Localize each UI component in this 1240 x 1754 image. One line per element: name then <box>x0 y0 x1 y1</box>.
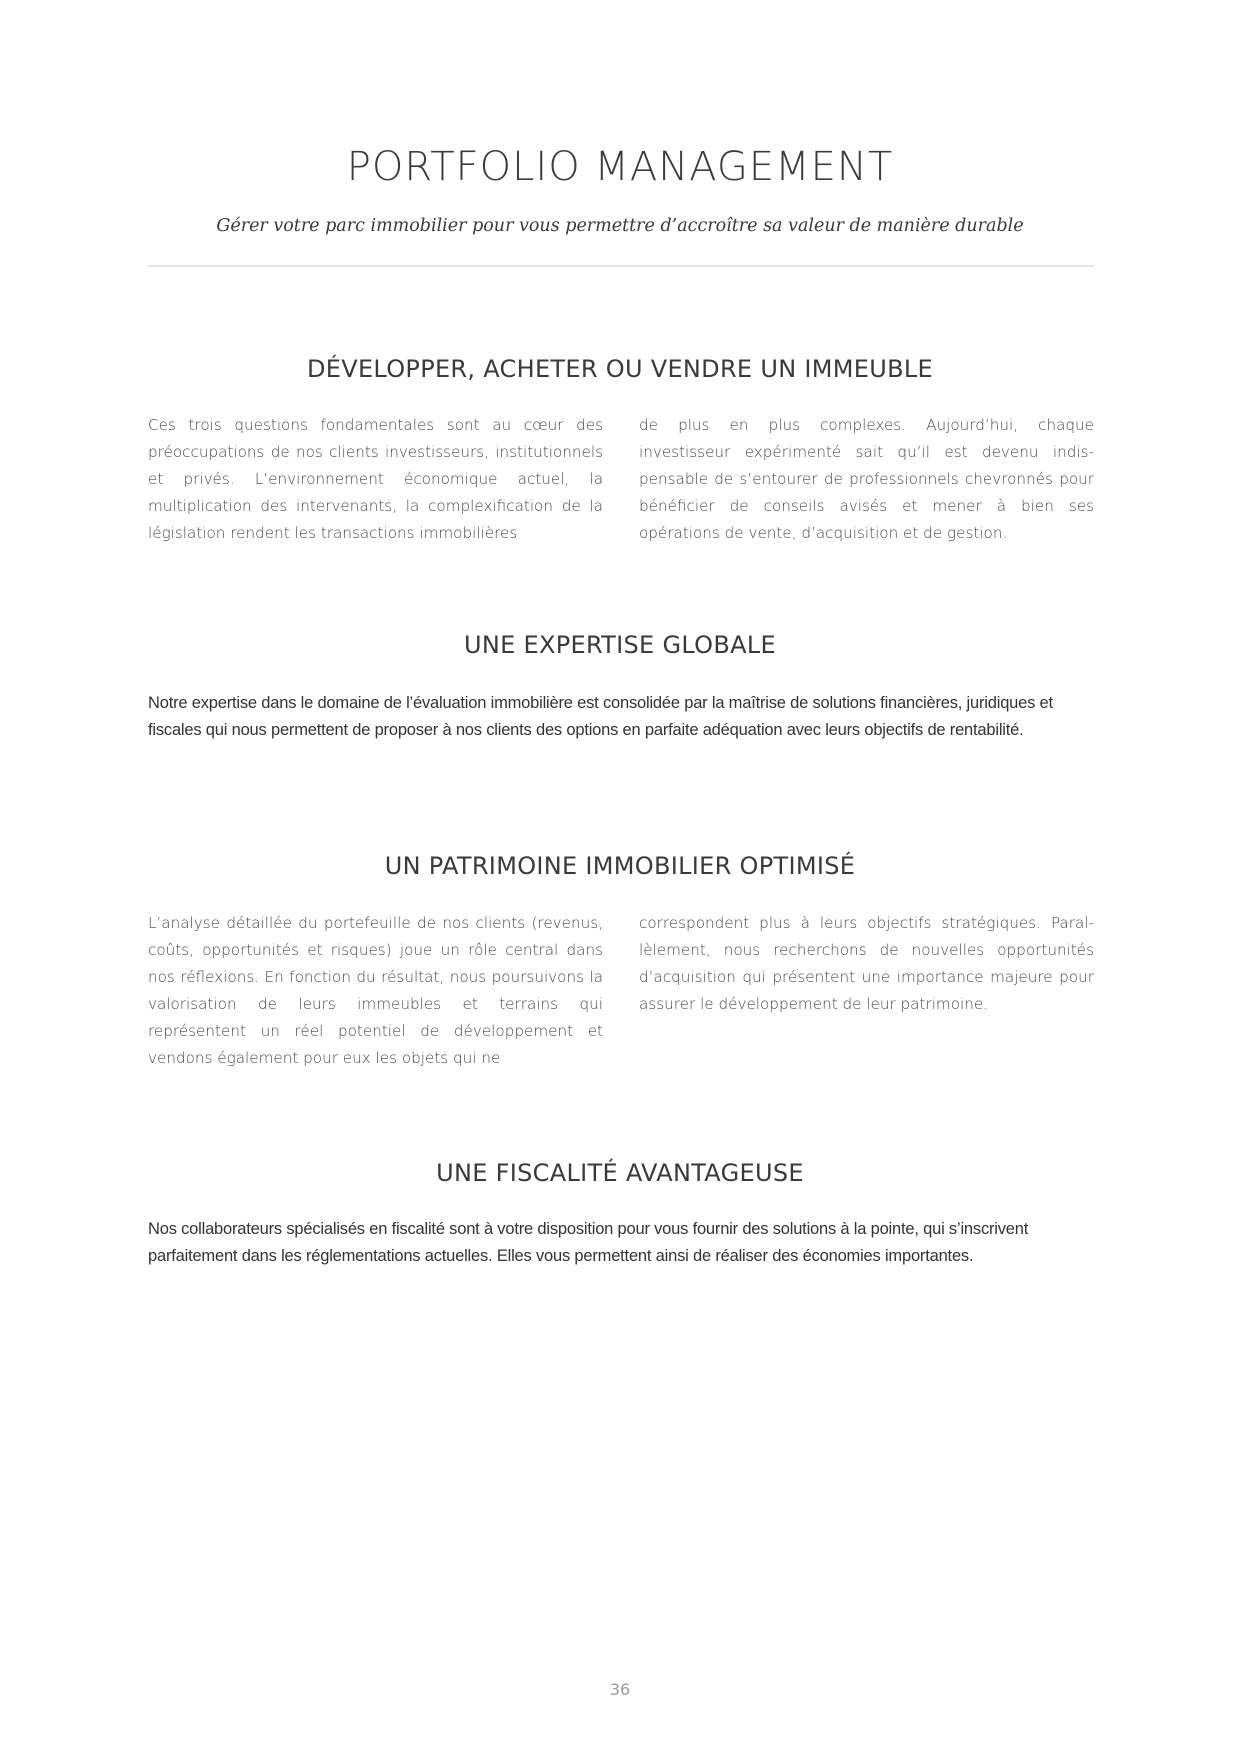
section-text-left: Ces trois questions fondamentales sont au cœur des préoccupations de nos clients investisseurs, institutionnels et privés. L’environnement économique actuel, la multiplication des intervenants, la complexification de la législation rendent les transactions immobilières <box>148 416 603 542</box>
section-text-right: correspondent plus à leurs objectifs stratégiques. Parallèlement, nous recherchons de nouvelles opportunités d’acquisition qui présentent une importance majeure pour assurer le développement de leur patrimoine. <box>639 914 1094 1013</box>
section-text-left: L’analyse détaillée du portefeuille de nos clients (revenus, coûts, opportunités et risques) joue un rôle central dans nos réflexions. En fonction du résultat, nous poursuivons la valorisation de leurs immeubles et terrains qui représentent un réel potentiel de développement et vendons également pour eux les objets qui ne <box>148 914 603 1067</box>
section-heading: UNE EXPERTISE GLOBALE <box>464 631 776 659</box>
page-subtitle: Gérer votre parc immobilier pour vous permettre d’accroître sa valeur de manière durable <box>216 216 1024 236</box>
section-text: Notre expertise dans le domaine de l’évaluation immobilière est consolidée par la maîtrise de solutions financières, juridiques et fiscales qui nous permettent de proposer à nos clients des options en parfaite adéquation avec leurs objectifs de rentabilité. <box>148 694 1053 739</box>
section-text-right: de plus en plus complexes. Aujourd’hui, chaque investisseur expérimenté sait qu’il est devenu indispensable de s’entourer de professionnels chevronnés pour bénéficier de conseils avisés et mener à bien ses opérations de vente, d’acquisition et de gestion. <box>639 416 1094 542</box>
divider <box>148 265 1094 267</box>
section-heading: UNE FISCALITÉ AVANTAGEUSE <box>436 1159 804 1187</box>
section-heading: DÉVELOPPER, ACHETER OU VENDRE UN IMMEUBLE <box>306 355 933 383</box>
section-text: Nos collaborateurs spécialisés en fiscalité sont à votre disposition pour vous fournir des solutions à la pointe, qui s’inscrivent parfaitement dans les réglementations actuelles. Elles vous permettent ainsi de réaliser des économies importantes. <box>148 1220 1029 1265</box>
section-heading: UN PATRIMOINE IMMOBILIER OPTIMISÉ <box>384 852 856 880</box>
page-title: PORTFOLIO MANAGEMENT <box>346 144 894 190</box>
page-number: 36 <box>609 1680 631 1699</box>
